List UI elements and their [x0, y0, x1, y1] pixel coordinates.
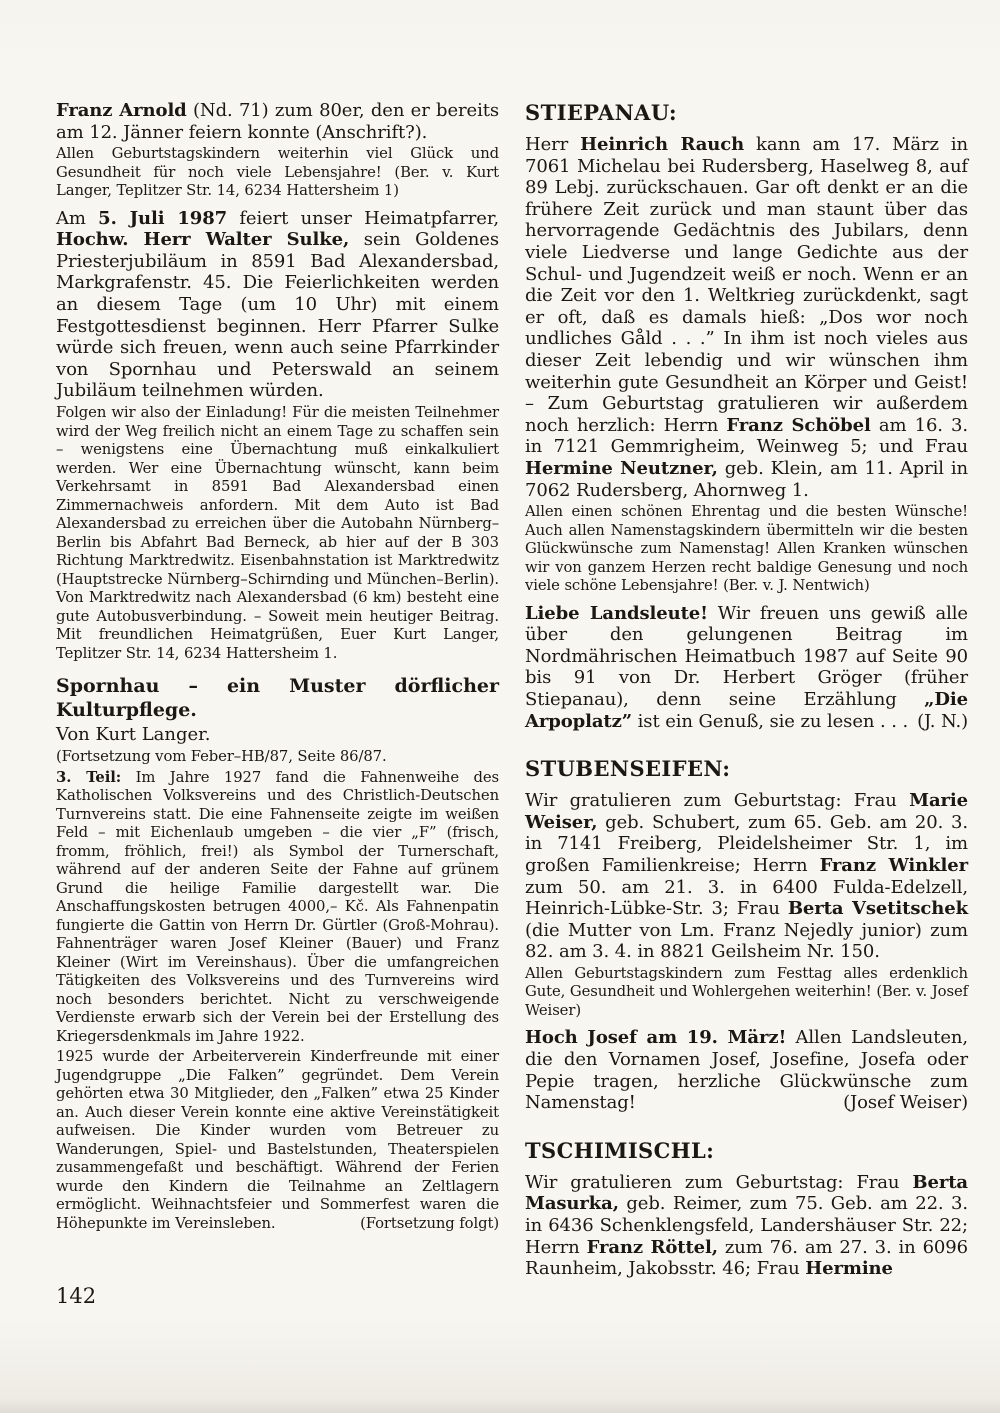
para-body: Herr Heinrich Rauch kann am 17. März in 7061 Michelau bei Rudersberg, Haselweg 8, auf 89 Lebj. zurückschauen. Gar oft denkt er an die frühere Zeit zurück und man staunt über das hervorragende Gedächtnis des Jubilars, denn viele Liedverse und lange Gedichte aus der Schul- und Jugendzeit weiß er noch. Wenn er an die Zeit vor den 1. Weltkrieg zurückdenkt, sagt er oft, daß es damals hieß: „Dos wor noch undliches Gåld . . .” In ihm ist noch vieles aus dieser Zeit lebendig und wir wünschen ihm weiterhin gute Gesundheit an Körper und Geist! – Zum Geburtstag gratulieren wir außerdem noch herzlich: Herrn Franz Schöbel am 16. 3. in 7121 Gemmrigheim, Weinweg 5; und Frau Hermine Neutzner, geb. Klein, am 11. April in 7062 Rudersberg, Ahornweg 1.: [525, 134, 974, 501]
para-body: Wir gratulieren zum Geburtstag: Frau Berta Masurka, geb. Reimer, zum 75. Geb. am 22. 3. in 6436 Schenklengsfeld, Landershäuser Str. 22; Herrn Franz Röttel, zum 76. am 27. 3. in 6096 Raunheim, Jakobsstr. 46; Frau Hermine: [525, 1171, 975, 1280]
left-column: [56, 100, 506, 1280]
text-columns: [56, 100, 975, 1280]
attribution-tail: (J. N.): [917, 710, 968, 732]
attribution-tail: (Fortsetzung folgt): [360, 1214, 499, 1232]
para-small: Allen Geburtstagskindern weiterhin viel Glück und Gesundheit für noch viele Lebensjahre! (Ber. v. Kurt Langer, Teplitzer Str. 14, 6234 Hattersheim 1): [56, 145, 504, 200]
section-heading: TSCHIMISCHL:: [525, 1137, 715, 1163]
para-body: Am 5. Juli 1987 feiert unser Heimatpfarrer, Hochw. Herr Walter Sulke, sein Goldenes Priesterjubiläum in 8591 Bad Alexandersbad, Markgrafenstr. 45. Die Feierlichkeiten werden an diesem Tage (um 10 Uhr) mit einem Festgottesdienst beginnen. Herr Pfarrer Sulke würde sich freuen, wenn auch seine Pfarrkinder von Spornhau und Peterswald an seinem Jubiläum teilnehmen würden.: [56, 207, 505, 402]
section-heading: STUBENSEIFEN:: [525, 756, 731, 782]
para-small: (Fortsetzung vom Feber–HB/87, Seite 86/87.: [56, 748, 387, 766]
byline: Von Kurt Langer.: [56, 724, 211, 746]
para-small: 3. Teil: Im Jahre 1927 fand die Fahnenweihe des Katholischen Volksvereins und des Christlich-Deutschen Turnvereins statt. Die eine Fahnenseite zeigte im weißen Feld – mit Eichenlaub umgeben – die vier „F” (frisch, fromm, fröhlich, frei!) als Symbol der Turnerschaft, während auf der anderen Seite der Fahne auf grünem Grund die heilige Familie dargestellt war. Die Anschaffungskosten betrugen 4000,– Kč. Als Fahnenpatin fungierte die Gattin von Herrn Dr. Gürtler (Groß-Mohrau). Fahnenträger waren Josef Kleiner (Bauer) und Franz Kleiner (Wirt im Vereinshaus). Über die umfangreichen Tätigkeiten des Volksvereins und des Turnvereins wird noch besonders berichtet. Nicht zu verschweigende Verdienste erwarb sich der Verein bei der Erstellung des Kriegersdenkmals im Jahre 1922.: [56, 768, 504, 1045]
para-small: 1925 wurde der Arbeiterverein Kinderfreunde mit einer Jugendgruppe „Die Falken” gegründet. Dem Verein gehörten etwa 30 Mitglieder, den „Falken” etwa 25 Kinder an. Auch dieser Verein konnte eine aktive Vereinstätigkeit aufweisen. Die Kinder wurden vom Betreuer zu Wanderungen, Spiel- und Bastelstunden, Theaterspielen zusammengefaßt und beschäftigt. Während der Ferien wurde den Kindern die Teilnahme an Zeltlagern ermöglicht. Weihnachtsfeier und Sommerfest waren die Höhepunkte im Vereinsleben. (Fortsetzung folgt): [56, 1048, 504, 1232]
attribution-tail: (Josef Weiser): [843, 1092, 968, 1114]
page-number: 142: [56, 1284, 97, 1308]
para-body: Franz Arnold (Nd. 71) zum 80er, den er bereits am 12. Jänner feiern konnte (Anschrift?).: [56, 100, 505, 143]
para-body: Hoch Josef am 19. März! Allen Landsleuten, die den Vornamen Josef, Josefine, Josefa oder Pepie tragen, herzliche Glückwünsche zum Namenstag! (Josef Weiser): [525, 1027, 974, 1114]
right-column: [525, 100, 975, 1280]
section-heading: STIEPANAU:: [525, 100, 677, 125]
para-small: Allen Geburtstagskindern zum Festtag alles erdenklich Gute, Gesundheit und Wohlergehen weiterhin! (Ber. v. Josef Weiser): [525, 964, 973, 1019]
para-body: Liebe Landsleute! Wir freuen uns gewiß alle über den gelungenen Beitrag im Nordmährischen Heimatbuch 1987 auf Seite 90 bis 91 von Dr. Herbert Gröger (früher Stiepanau), denn seine Erzählung „Die Arpoplatz” ist ein Genuß, sie zu lesen . . . (J. N.): [525, 602, 975, 732]
article-heading: Spornhau – ein Muster dörflicher Kulturpflege.: [56, 675, 506, 722]
para-body: Wir gratulieren zum Geburtstag: Frau Marie Weiser, geb. Schubert, zum 65. Geb. am 20. 3. in 7141 Freiberg, Pleidelsheimer Str. 1, im großen Familienkreise; Herrn Franz Winkler zum 50. am 21. 3. in 6400 Fulda-Edelzell, Heinrich-Lübke-Str. 3; Frau Berta Vsetitschek (die Mutter von Lm. Franz Nejedly junior) zum 82. am 3. 4. in 8821 Geilsheim Nr. 150.: [525, 790, 975, 963]
para-small: Allen einen schönen Ehrentag und die besten Wünsche! Auch allen Namenstagskindern übermitteln wir die besten Glückwünsche zum Namenstag! Allen Kranken wünschen wir von ganzem Herzen recht baldige Genesung und noch viele schöne Lebensjahre! (Ber. v. J. Nentwich): [525, 503, 973, 595]
para-small: Folgen wir also der Einladung! Für die meisten Teilnehmer wird der Weg freilich nicht an einem Tage zu schaffen sein – wenigstens eine Übernachtung muß einkalkuliert werden. Wer eine Übernachtung wünscht, kann beim Verkehrsamt in 8591 Bad Alexandersbad einen Zimmernachweis anfordern. Mit dem Auto ist Bad Alexandersbad zu erreichen über die Autobahn Nürnberg–Berlin bis Abfahrt Bad Berneck, ab hier auf der B 303 Richtung Marktredwitz. Eisenbahnstation ist Marktredwitz (Hauptstrecke Nürnberg–Schirnding und München–Berlin). Von Marktredwitz nach Alexandersbad (6 km) besteht eine gute Autobusverbindung. – Soweit mein heutiger Beitrag. Mit freundlichen Heimatgrüßen, Euer Kurt Langer, Teplitzer Str. 14, 6234 Hattersheim 1.: [56, 404, 504, 662]
